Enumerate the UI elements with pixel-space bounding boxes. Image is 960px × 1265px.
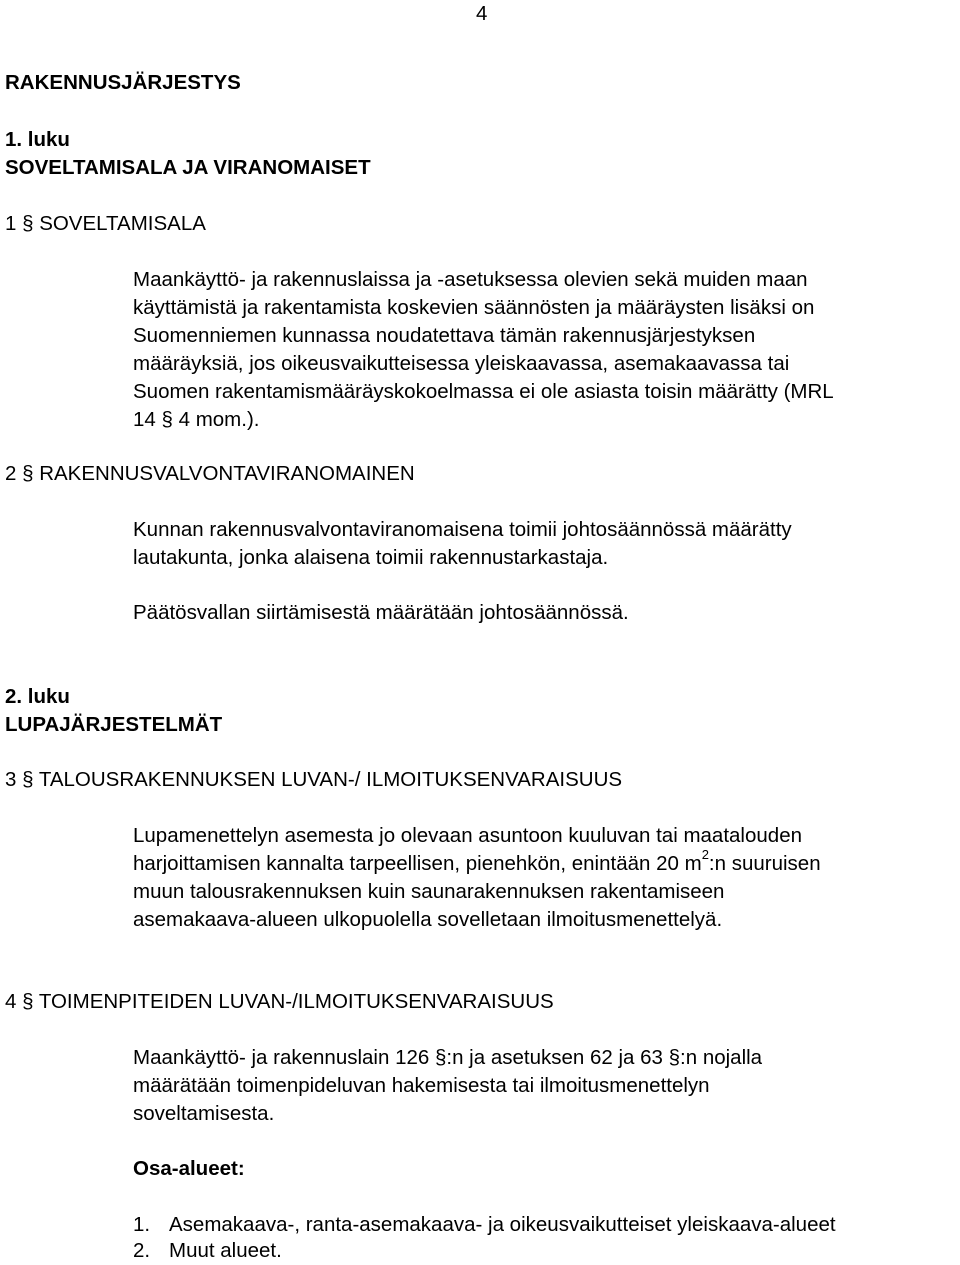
chapter-1-title: SOVELTAMISALA JA VIRANOMAISET [5,156,371,179]
paragraph-line [133,847,821,878]
page-number: 4 [476,2,488,25]
chapter-1-label: 1. luku [5,128,70,151]
section-2-paragraph-2: Päätösvallan siirtämisestä määrätään johtosäännössä. [133,601,629,624]
paragraph-line: Suomen rakentamismääräyskokoelmassa ei ole asiasta toisin määrätty (MRL [133,380,834,403]
list-item [133,1211,836,1239]
subheading: Osa-alueet: [133,1157,245,1180]
section-1-heading: 1 § SOVELTAMISALA [5,212,206,235]
paragraph-line: Lupamenettelyn asemesta jo olevaan asuntoon kuuluvan tai maatalouden [133,824,802,847]
paragraph-line: muun talousrakennuksen kuin saunarakennuksen rakentamiseen [133,880,725,903]
section-4-heading: 4 § TOIMENPITEIDEN LUVAN-/ILMOITUKSENVARAISUUS [5,990,554,1013]
list-text: Muut alueet. [169,1239,282,1262]
superscript: 2 [701,847,709,862]
section-4-paragraph [133,1044,762,1128]
paragraph-line: määrätään toimenpideluvan hakemisesta tai ilmoitusmenettelyn [133,1074,710,1097]
section-1-paragraph [133,266,834,434]
section-3-paragraph [133,822,821,934]
chapter-2-title: LUPAJÄRJESTELMÄT [5,713,223,736]
chapter-2-label: 2. luku [5,685,70,708]
paragraph-line: soveltamisesta. [133,1102,275,1125]
paragraph-line: Kunnan rakennusvalvontaviranomaisena toimii johtosäännössä määrätty [133,518,792,541]
line-text: harjoittamisen kannalta tarpeellisen, pienehkön, enintään 20 m [133,852,702,875]
document-title: RAKENNUSJÄRJESTYS [5,71,241,94]
paragraph-line: asemakaava-alueen ulkopuolella sovelletaan ilmoitusmenettelyä. [133,908,723,931]
section-2-paragraph [133,516,792,572]
line-text: :n suuruisen [708,852,821,875]
section-2-heading: 2 § RAKENNUSVALVONTAVIRANOMAINEN [5,462,415,485]
paragraph-line: käyttämistä ja rakentamista koskevien säännösten ja määräysten lisäksi on [133,296,815,319]
list-number: 2. [133,1239,151,1262]
paragraph-line: 14 § 4 mom.). [133,408,260,431]
paragraph-line: määräyksiä, jos oikeusvaikutteisessa yleiskaavassa, asemakaavassa tai [133,352,790,375]
paragraph-line: Suomenniemen kunnassa noudatettava tämän rakennusjärjestyksen [133,324,756,347]
list-text: Asemakaava-, ranta-asemakaava- ja oikeusvaikutteiset yleiskaava-alueet [169,1213,836,1236]
paragraph-line: Maankäyttö- ja rakennuslaissa ja -asetuksessa olevien sekä muiden maan [133,268,808,291]
section-3-heading: 3 § TALOUSRAKENNUKSEN LUVAN-/ ILMOITUKSENVARAISUUS [5,768,623,791]
paragraph-line: Maankäyttö- ja rakennuslain 126 §:n ja asetuksen 62 ja 63 §:n nojalla [133,1046,763,1069]
list-number: 1. [133,1213,151,1236]
paragraph-line: lautakunta, jonka alaisena toimii rakennustarkastaja. [133,546,609,569]
